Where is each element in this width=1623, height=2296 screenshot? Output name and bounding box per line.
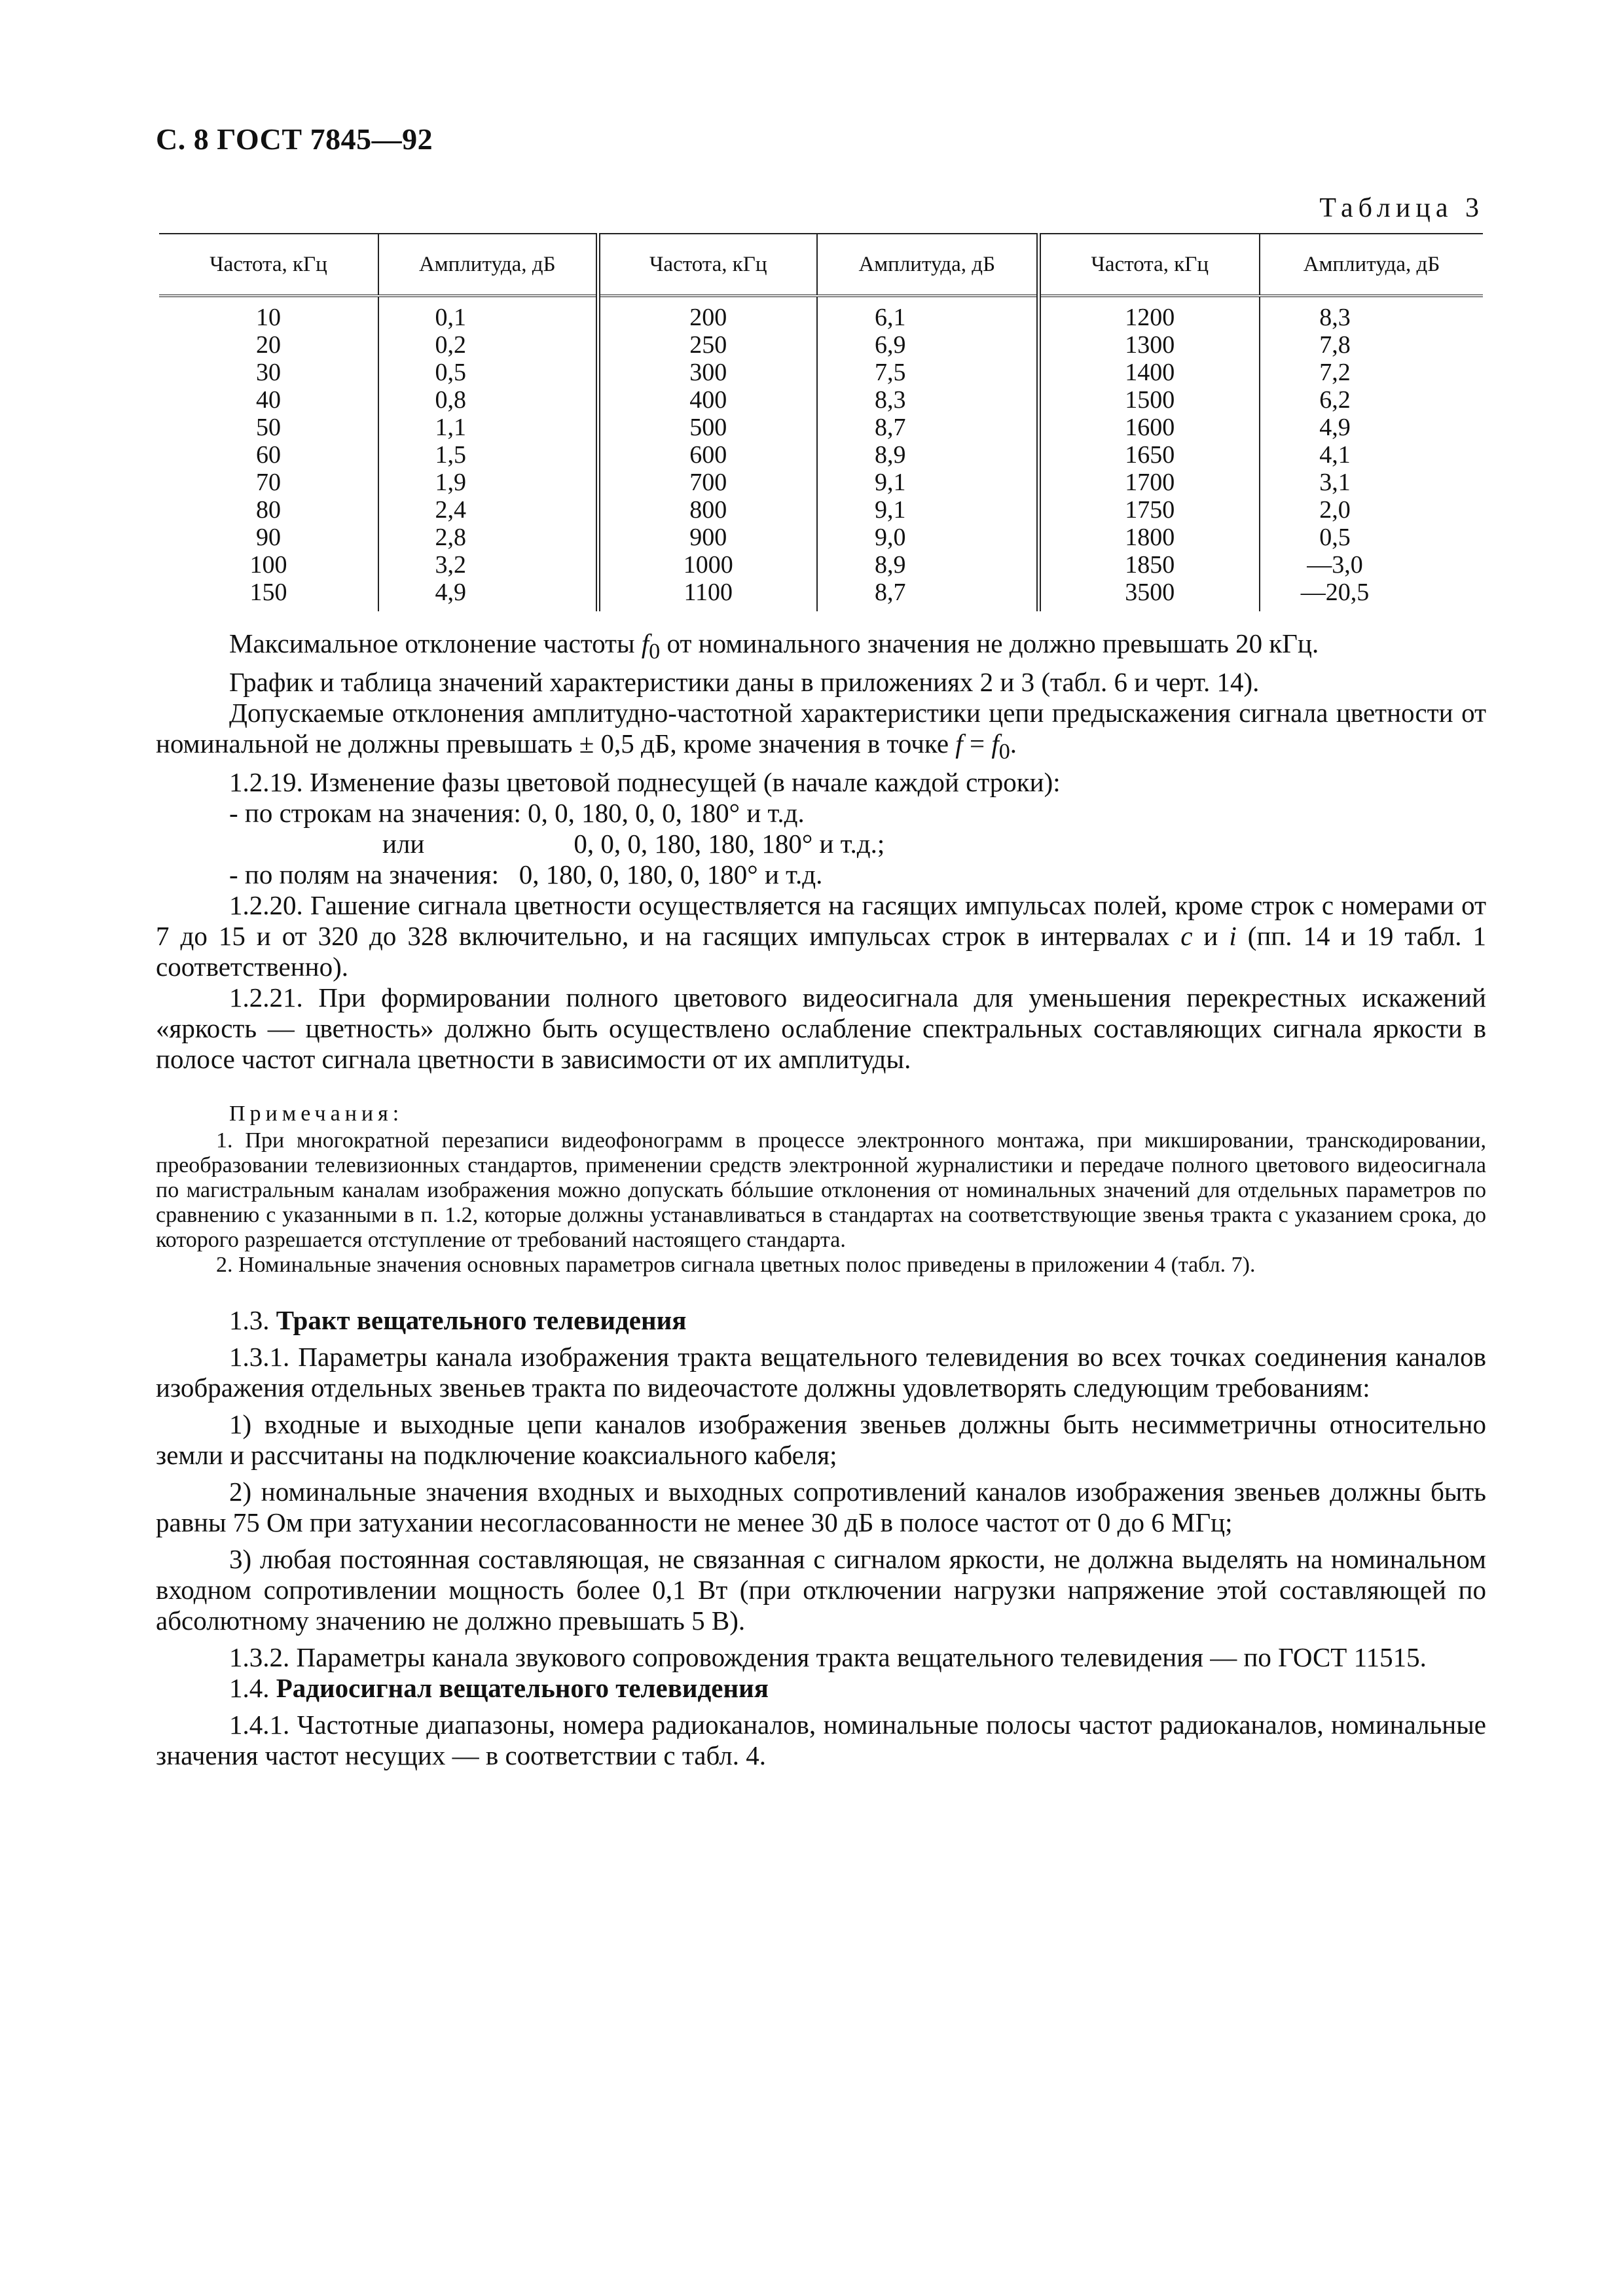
body-text bbox=[156, 628, 1486, 1771]
cell-freq-1: 20 bbox=[159, 331, 378, 359]
cell-freq-2: 700 bbox=[598, 469, 817, 496]
table-row bbox=[159, 579, 1483, 611]
requirement-item-1: 1) входные и выходные цепи каналов изображения звеньев должны быть несимметричны относительно земли и рассчитаны на подключение коаксиального кабеля; bbox=[156, 1409, 1486, 1471]
cell-freq-1: 80 bbox=[159, 496, 378, 524]
cell-amp-3: 2,0 bbox=[1319, 496, 1351, 524]
cell-amp-2: 9,1 bbox=[817, 469, 1038, 496]
cell-freq-1: 100 bbox=[159, 551, 378, 579]
cell-amp-1: 4,9 bbox=[378, 579, 598, 611]
cell-amp-2: 9,1 bbox=[817, 496, 1038, 524]
cell-freq-3: 1200 bbox=[1038, 296, 1260, 331]
note-2: 2. Номинальные значения основных параметров сигнала цветных полос приведены в приложении 4 (табл. 7). bbox=[216, 1253, 1256, 1278]
cell-amp-3: 7,2 bbox=[1319, 359, 1351, 386]
cell-amp-3: 7,8 bbox=[1319, 331, 1351, 359]
cell-freq-1: 150 bbox=[159, 579, 378, 611]
cell-amp-1: 0,5 bbox=[378, 359, 598, 386]
col-header-freq-2: Частота, кГц bbox=[598, 234, 817, 296]
section-1-3-1: 1.3.1. Параметры канала изображения тракта вещательного телевидения во всех точках соединения каналов изображения отдельных звеньев тракта по видеочастоте должны удовлетворять следующим требованиям: bbox=[156, 1342, 1486, 1403]
cell-amp-1: 1,5 bbox=[378, 441, 598, 469]
section-1-3-heading: 1.3. Тракт вещательного телевидения bbox=[229, 1305, 687, 1336]
cell-freq-2: 400 bbox=[598, 386, 817, 414]
paragraph-tolerance: Допускаемые отклонения амплитудно-частотной характеристики цепи предыскажения сигнала цветности от номинальной не должны превышать ± 0,5 дБ, кроме значения в точке $f = f_0$. bbox=[156, 698, 1486, 764]
section-1-3-2: 1.3.2. Параметры канала звукового сопровождения тракта вещательного телевидения — по ГОСТ 11515. bbox=[229, 1642, 1427, 1673]
cell-amp-3: —20,5 bbox=[1300, 579, 1370, 606]
cell-amp-3: 8,3 bbox=[1319, 304, 1351, 331]
table-row bbox=[159, 296, 1483, 331]
table-body bbox=[159, 296, 1483, 611]
cell-freq-3: 1300 bbox=[1038, 331, 1260, 359]
table-row bbox=[159, 441, 1483, 469]
table-row bbox=[159, 524, 1483, 551]
cell-freq-3: 1850 bbox=[1038, 551, 1260, 579]
cell-freq-1: 90 bbox=[159, 524, 378, 551]
cell-amp-3: 0,5 bbox=[1319, 524, 1351, 551]
cell-freq-2: 300 bbox=[598, 359, 817, 386]
table-caption: Таблица 3 bbox=[1319, 193, 1484, 223]
cell-amp-2: 8,3 bbox=[817, 386, 1038, 414]
table-row bbox=[159, 359, 1483, 386]
cell-amp-1: 1,1 bbox=[378, 414, 598, 441]
cell-freq-1: 70 bbox=[159, 469, 378, 496]
table-row bbox=[159, 414, 1483, 441]
cell-freq-3: 1600 bbox=[1038, 414, 1260, 441]
table-row bbox=[159, 331, 1483, 359]
cell-freq-2: 200 bbox=[598, 296, 817, 331]
cell-amp-1: 0,2 bbox=[378, 331, 598, 359]
col-header-amp-2: Амплитуда, дБ bbox=[817, 234, 1038, 296]
table-row bbox=[159, 551, 1483, 579]
list-item-fields: - по полям на значения: 0, 180, 0, 180, 0, 180° и т.д. bbox=[229, 859, 823, 890]
cell-amp-3: —3,0 bbox=[1307, 551, 1363, 579]
cell-freq-1: 40 bbox=[159, 386, 378, 414]
section-1-2-20: 1.2.20. Гашение сигнала цветности осуществляется на гасящих импульсах полей, кроме строк с номерами от 7 до 15 и от 320 до 328 включительно, и на гасящих импульсах строк в интервалах c и i (пп. 14 и 19 табл. 1 соответственно). bbox=[156, 890, 1486, 982]
cell-amp-2: 6,9 bbox=[817, 331, 1038, 359]
cell-freq-2: 1000 bbox=[598, 551, 817, 579]
col-header-freq-3: Частота, кГц bbox=[1038, 234, 1260, 296]
cell-freq-1: 30 bbox=[159, 359, 378, 386]
cell-amp-3: 3,1 bbox=[1319, 469, 1351, 496]
table-row bbox=[159, 386, 1483, 414]
cell-freq-2: 250 bbox=[598, 331, 817, 359]
paragraph-graph-ref: График и таблица значений характеристики даны в приложениях 2 и 3 (табл. 6 и черт. 14). bbox=[229, 667, 1260, 698]
note-1: 1. При многократной перезаписи видеофонограмм в процессе электронного монтажа, при микшировании, транскодировании, преобразовании телевизионных стандартов, применении средств электронной журналистики и передаче полного цветового видеосигнала по магистральным каналам изображения можно допускать бóльшие отклонения от номинальных значений для отдельных параметров по сравнению с указанными в п. 1.2, которые должны устанавливаться в стандартах на соответствующие звенья тракта с указанием срока, до которого разрешается отступление от требований настоящего стандарта. bbox=[156, 1128, 1486, 1253]
table-row bbox=[159, 469, 1483, 496]
col-header-freq-1: Частота, кГц bbox=[159, 234, 378, 296]
cell-amp-2: 8,9 bbox=[817, 551, 1038, 579]
cell-amp-1: 0,8 bbox=[378, 386, 598, 414]
page-header: С. 8 ГОСТ 7845—92 bbox=[156, 122, 433, 156]
table-header-row bbox=[159, 234, 1483, 296]
requirement-item-2: 2) номинальные значения входных и выходных сопротивлений каналов изображения звеньев должны быть равны 75 Ом при затухании несогласованности не менее 30 дБ в полосе частот от 0 до 6 МГц; bbox=[156, 1477, 1486, 1538]
cell-freq-1: 60 bbox=[159, 441, 378, 469]
cell-amp-3: 4,9 bbox=[1319, 414, 1351, 441]
cell-freq-3: 1700 bbox=[1038, 469, 1260, 496]
section-1-2-19: 1.2.19. Изменение фазы цветовой поднесущей (в начале каждой строки): bbox=[229, 767, 1061, 798]
cell-freq-3: 1500 bbox=[1038, 386, 1260, 414]
section-1-4-1: 1.4.1. Частотные диапазоны, номера радиоканалов, номинальные полосы частот радиоканалов, номинальные значения частот несущих — в соответствии с табл. 4. bbox=[156, 1710, 1486, 1771]
cell-freq-3: 3500 bbox=[1038, 579, 1260, 611]
cell-freq-3: 1400 bbox=[1038, 359, 1260, 386]
cell-amp-1: 2,8 bbox=[378, 524, 598, 551]
section-1-2-21: 1.2.21. При формировании полного цветового видеосигнала для уменьшения перекрестных искажений «яркость — цветность» должно быть осуществлено ослабление спектральных составляющих сигнала яркости в полосе частот сигнала цветности в зависимости от их амплитуды. bbox=[156, 982, 1486, 1075]
cell-freq-1: 10 bbox=[159, 296, 378, 331]
cell-freq-3: 1650 bbox=[1038, 441, 1260, 469]
requirement-item-3: 3) любая постоянная составляющая, не связанная с сигналом яркости, не должна выделять на номинальном входном сопротивлении мощность более 0,1 Вт (при отключении нагрузки напряжение этой составляющей по абсолютному значению не должно превышать 5 В). bbox=[156, 1544, 1486, 1636]
cell-freq-3: 1750 bbox=[1038, 496, 1260, 524]
list-item-rows: - по строкам на значения: 0, 0, 180, 0, 0, 180° и т.д. bbox=[229, 798, 805, 829]
table-3 bbox=[159, 233, 1483, 611]
cell-freq-2: 600 bbox=[598, 441, 817, 469]
cell-amp-2: 8,7 bbox=[817, 579, 1038, 611]
notes-title: Примечания: bbox=[229, 1102, 404, 1126]
list-item-or: или 0, 0, 0, 180, 180, 180° и т.д.; bbox=[382, 829, 885, 859]
cell-amp-1: 0,1 bbox=[378, 296, 598, 331]
col-header-amp-1: Амплитуда, дБ bbox=[378, 234, 598, 296]
cell-amp-1: 3,2 bbox=[378, 551, 598, 579]
section-1-4-heading: 1.4. Радиосигнал вещательного телевидения bbox=[229, 1673, 769, 1704]
data-table bbox=[159, 233, 1483, 611]
cell-freq-1: 50 bbox=[159, 414, 378, 441]
cell-amp-2: 9,0 bbox=[817, 524, 1038, 551]
cell-amp-2: 6,1 bbox=[817, 296, 1038, 331]
cell-amp-2: 8,7 bbox=[817, 414, 1038, 441]
cell-freq-3: 1800 bbox=[1038, 524, 1260, 551]
cell-amp-2: 7,5 bbox=[817, 359, 1038, 386]
cell-amp-1: 1,9 bbox=[378, 469, 598, 496]
paragraph-max-deviation: Максимальное отклонение частоты $f_0$ от номинального значения не должно превышать 20 кГц. bbox=[229, 628, 1319, 664]
table-row bbox=[159, 496, 1483, 524]
cell-freq-2: 500 bbox=[598, 414, 817, 441]
col-header-amp-3: Амплитуда, дБ bbox=[1260, 234, 1483, 296]
cell-freq-2: 900 bbox=[598, 524, 817, 551]
cell-amp-2: 8,9 bbox=[817, 441, 1038, 469]
cell-amp-1: 2,4 bbox=[378, 496, 598, 524]
cell-amp-3: 6,2 bbox=[1319, 386, 1351, 414]
cell-freq-2: 800 bbox=[598, 496, 817, 524]
cell-amp-3: 4,1 bbox=[1319, 441, 1351, 469]
cell-freq-2: 1100 bbox=[598, 579, 817, 611]
